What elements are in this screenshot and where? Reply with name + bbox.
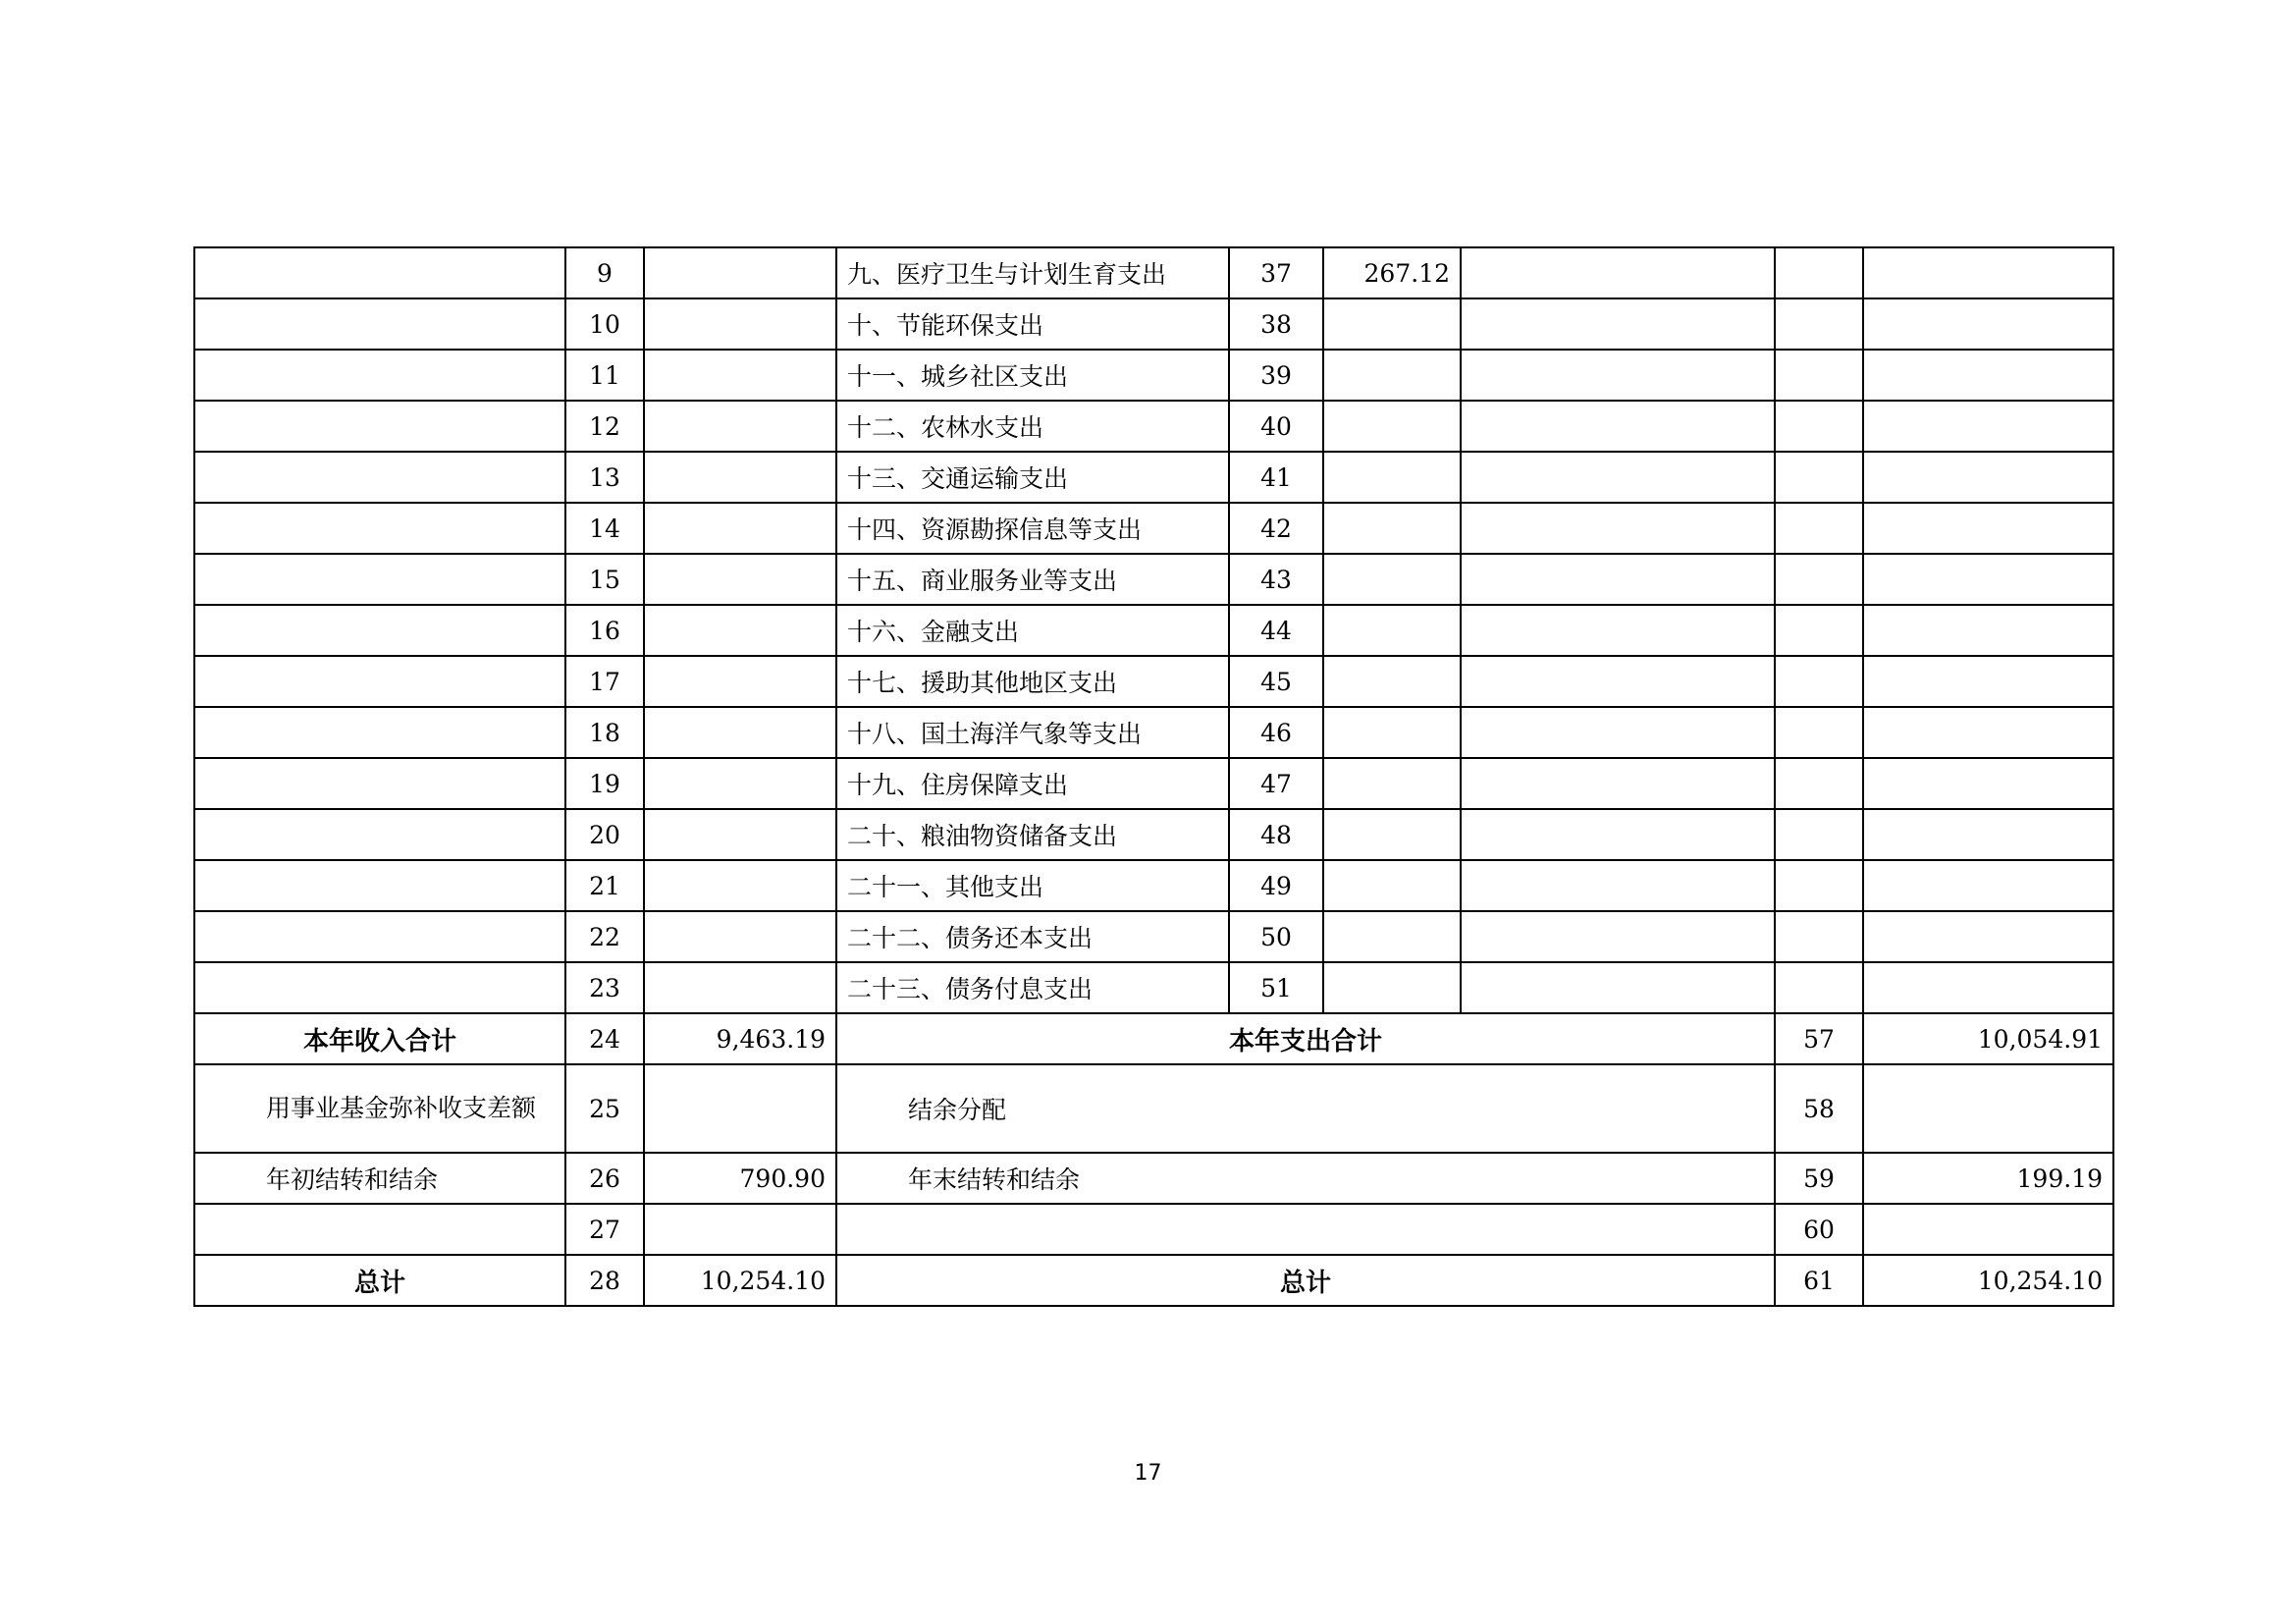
- expense-extra: [1461, 401, 1775, 452]
- extra-amount: [1863, 962, 2113, 1013]
- extra-amount: [1863, 656, 2113, 707]
- extra-line-no: [1775, 656, 1863, 707]
- table-row: [194, 554, 2113, 605]
- grand-total-left-no: 28: [565, 1255, 644, 1306]
- extra-line-no: [1775, 452, 1863, 503]
- extra-amount: [1863, 247, 2113, 298]
- expense-extra: [1461, 962, 1775, 1013]
- blank-cell: [194, 1204, 565, 1255]
- closing-balance-label: 年末结转和结余: [836, 1153, 1775, 1204]
- expense-line-no: 43: [1229, 554, 1323, 605]
- expense-line-no: 45: [1229, 656, 1323, 707]
- expense-line-no: 50: [1229, 911, 1323, 962]
- expense-amount: 267.12: [1323, 247, 1461, 298]
- table-row: [194, 758, 2113, 809]
- annual-income-total-value: 9,463.19: [644, 1013, 836, 1064]
- extra-amount: [1863, 605, 2113, 656]
- grand-total-right-no: 61: [1775, 1255, 1863, 1306]
- income-line-no: 12: [565, 401, 644, 452]
- annual-income-total-label: 本年收入合计: [194, 1013, 565, 1064]
- income-line-no: 9: [565, 247, 644, 298]
- page-number: 17: [1134, 1461, 1162, 1486]
- table-row: [194, 707, 2113, 758]
- opening-balance-value: 790.90: [644, 1153, 836, 1204]
- summary-rows: [194, 1013, 2113, 1306]
- extra-line-no: [1775, 707, 1863, 758]
- income-line-no: 18: [565, 707, 644, 758]
- extra-amount: [1863, 809, 2113, 860]
- fund-offset-no: 25: [565, 1064, 644, 1153]
- expense-line-no: 46: [1229, 707, 1323, 758]
- table-row: [194, 605, 2113, 656]
- expense-amount: [1323, 656, 1461, 707]
- extra-line-no: [1775, 350, 1863, 401]
- extra-line-no: [1775, 962, 1863, 1013]
- opening-balance-label: 年初结转和结余: [194, 1153, 565, 1204]
- expense-item: 十七、援助其他地区支出: [836, 656, 1229, 707]
- extra-amount: [1863, 758, 2113, 809]
- expense-item: 十、节能环保支出: [836, 298, 1229, 350]
- expense-item: 二十一、其他支出: [836, 860, 1229, 911]
- grand-total-right-label: 总计: [836, 1255, 1775, 1306]
- extra-amount: [1863, 554, 2113, 605]
- income-amount: [644, 758, 836, 809]
- grand-total-right-value: 10,254.10: [1863, 1255, 2113, 1306]
- extra-amount: [1863, 503, 2113, 554]
- income-line-no: 14: [565, 503, 644, 554]
- extra-line-no: [1775, 298, 1863, 350]
- expense-extra: [1461, 758, 1775, 809]
- expense-extra: [1461, 247, 1775, 298]
- grand-total-left-label: 总计: [194, 1255, 565, 1306]
- income-line-no: 23: [565, 962, 644, 1013]
- income-line-no: 16: [565, 605, 644, 656]
- income-amount: [644, 503, 836, 554]
- opening-balance-no: 26: [565, 1153, 644, 1204]
- income-line-no: 22: [565, 911, 644, 962]
- income-amount: [644, 656, 836, 707]
- extra-line-no: [1775, 911, 1863, 962]
- income-line-no: 19: [565, 758, 644, 809]
- table-row: [194, 247, 2113, 298]
- blank-cell: [644, 1204, 836, 1255]
- expense-item: 十一、城乡社区支出: [836, 350, 1229, 401]
- income-item: [194, 401, 565, 452]
- expense-amount: [1323, 350, 1461, 401]
- annual-expense-total-label: 本年支出合计: [836, 1013, 1775, 1064]
- annual-expense-total-value: 10,054.91: [1863, 1013, 2113, 1064]
- income-item: [194, 298, 565, 350]
- expense-line-no: 41: [1229, 452, 1323, 503]
- expense-item: 二十、粮油物资储备支出: [836, 809, 1229, 860]
- income-amount: [644, 809, 836, 860]
- expense-line-no: 49: [1229, 860, 1323, 911]
- fund-offset-text: 用事业基金弥补收支差额: [266, 1094, 537, 1122]
- blank-row-left-no: 27: [565, 1204, 644, 1255]
- income-amount: [644, 452, 836, 503]
- surplus-distribution-value: [1863, 1064, 2113, 1153]
- income-amount: [644, 962, 836, 1013]
- expense-amount: [1323, 401, 1461, 452]
- income-amount: [644, 707, 836, 758]
- expense-line-no: 51: [1229, 962, 1323, 1013]
- expense-item: 十六、金融支出: [836, 605, 1229, 656]
- annual-total-row: [194, 1013, 2113, 1064]
- expense-item: 十五、商业服务业等支出: [836, 554, 1229, 605]
- fund-offset-label: [194, 1064, 565, 1153]
- closing-balance-value: 199.19: [1863, 1153, 2113, 1204]
- expense-amount: [1323, 809, 1461, 860]
- expense-extra: [1461, 350, 1775, 401]
- table-row: [194, 860, 2113, 911]
- grand-total-left-value: 10,254.10: [644, 1255, 836, 1306]
- extra-line-no: [1775, 401, 1863, 452]
- annual-expense-total-no: 57: [1775, 1013, 1863, 1064]
- extra-amount: [1863, 452, 2113, 503]
- extra-line-no: [1775, 758, 1863, 809]
- expense-extra: [1461, 298, 1775, 350]
- income-amount: [644, 247, 836, 298]
- grand-total-row: [194, 1255, 2113, 1306]
- expense-amount: [1323, 298, 1461, 350]
- extra-line-no: [1775, 809, 1863, 860]
- expense-amount: [1323, 452, 1461, 503]
- income-line-no: 17: [565, 656, 644, 707]
- extra-amount: [1863, 911, 2113, 962]
- expense-detail-rows: [194, 247, 2113, 1013]
- expense-line-no: 39: [1229, 350, 1323, 401]
- income-item: [194, 758, 565, 809]
- income-item: [194, 452, 565, 503]
- income-item: [194, 962, 565, 1013]
- income-item: [194, 350, 565, 401]
- income-amount: [644, 605, 836, 656]
- expense-item: 二十三、债务付息支出: [836, 962, 1229, 1013]
- income-item: [194, 707, 565, 758]
- table-row: [194, 911, 2113, 962]
- income-line-no: 10: [565, 298, 644, 350]
- income-amount: [644, 401, 836, 452]
- income-amount: [644, 554, 836, 605]
- expense-line-no: 40: [1229, 401, 1323, 452]
- expense-extra: [1461, 503, 1775, 554]
- income-item: [194, 656, 565, 707]
- table-row: [194, 809, 2113, 860]
- extra-line-no: [1775, 503, 1863, 554]
- expense-line-no: 37: [1229, 247, 1323, 298]
- expense-item: 十三、交通运输支出: [836, 452, 1229, 503]
- extra-line-no: [1775, 247, 1863, 298]
- expense-extra: [1461, 656, 1775, 707]
- extra-amount: [1863, 401, 2113, 452]
- income-item: [194, 554, 565, 605]
- expense-item: 二十二、债务还本支出: [836, 911, 1229, 962]
- extra-amount: [1863, 707, 2113, 758]
- expense-extra: [1461, 707, 1775, 758]
- income-amount: [644, 911, 836, 962]
- extra-line-no: [1775, 605, 1863, 656]
- closing-balance-no: 59: [1775, 1153, 1863, 1204]
- income-item: [194, 605, 565, 656]
- expense-extra: [1461, 809, 1775, 860]
- income-line-no: 11: [565, 350, 644, 401]
- table-row: [194, 401, 2113, 452]
- income-expense-table: [193, 246, 2114, 1307]
- income-line-no: 20: [565, 809, 644, 860]
- table-row: [194, 350, 2113, 401]
- table-row: [194, 503, 2113, 554]
- income-amount: [644, 350, 836, 401]
- blank-cell: [1863, 1204, 2113, 1255]
- income-item: [194, 860, 565, 911]
- expense-item: 九、医疗卫生与计划生育支出: [836, 247, 1229, 298]
- expense-extra: [1461, 860, 1775, 911]
- blank-row-right-no: 60: [1775, 1204, 1863, 1255]
- extra-amount: [1863, 860, 2113, 911]
- extra-line-no: [1775, 860, 1863, 911]
- balance-row: [194, 1153, 2113, 1204]
- expense-item: 十九、住房保障支出: [836, 758, 1229, 809]
- blank-cell: [836, 1204, 1775, 1255]
- table-row: [194, 656, 2113, 707]
- table-row: [194, 452, 2113, 503]
- expense-amount: [1323, 707, 1461, 758]
- expense-item: 十四、资源勘探信息等支出: [836, 503, 1229, 554]
- expense-amount: [1323, 758, 1461, 809]
- blank-row: [194, 1204, 2113, 1255]
- fund-offset-value: [644, 1064, 836, 1153]
- income-amount: [644, 860, 836, 911]
- expense-extra: [1461, 452, 1775, 503]
- income-item: [194, 809, 565, 860]
- expense-line-no: 44: [1229, 605, 1323, 656]
- income-amount: [644, 298, 836, 350]
- income-line-no: 15: [565, 554, 644, 605]
- expense-line-no: 48: [1229, 809, 1323, 860]
- expense-amount: [1323, 911, 1461, 962]
- table-row: [194, 962, 2113, 1013]
- expense-item: 十二、农林水支出: [836, 401, 1229, 452]
- expense-amount: [1323, 962, 1461, 1013]
- extra-amount: [1863, 350, 2113, 401]
- expense-item: 十八、国土海洋气象等支出: [836, 707, 1229, 758]
- income-line-no: 13: [565, 452, 644, 503]
- income-item: [194, 503, 565, 554]
- surplus-distribution-label: 结余分配: [836, 1064, 1775, 1153]
- income-item: [194, 247, 565, 298]
- expense-line-no: 47: [1229, 758, 1323, 809]
- expense-amount: [1323, 605, 1461, 656]
- expense-amount: [1323, 503, 1461, 554]
- expense-amount: [1323, 860, 1461, 911]
- fund-offset-row: [194, 1064, 2113, 1153]
- table-row: [194, 298, 2113, 350]
- expense-extra: [1461, 554, 1775, 605]
- income-line-no: 21: [565, 860, 644, 911]
- expense-line-no: 38: [1229, 298, 1323, 350]
- expense-extra: [1461, 911, 1775, 962]
- extra-amount: [1863, 298, 2113, 350]
- expense-amount: [1323, 554, 1461, 605]
- surplus-distribution-no: 58: [1775, 1064, 1863, 1153]
- annual-income-total-no: 24: [565, 1013, 644, 1064]
- expense-line-no: 42: [1229, 503, 1323, 554]
- income-item: [194, 911, 565, 962]
- expense-extra: [1461, 605, 1775, 656]
- extra-line-no: [1775, 554, 1863, 605]
